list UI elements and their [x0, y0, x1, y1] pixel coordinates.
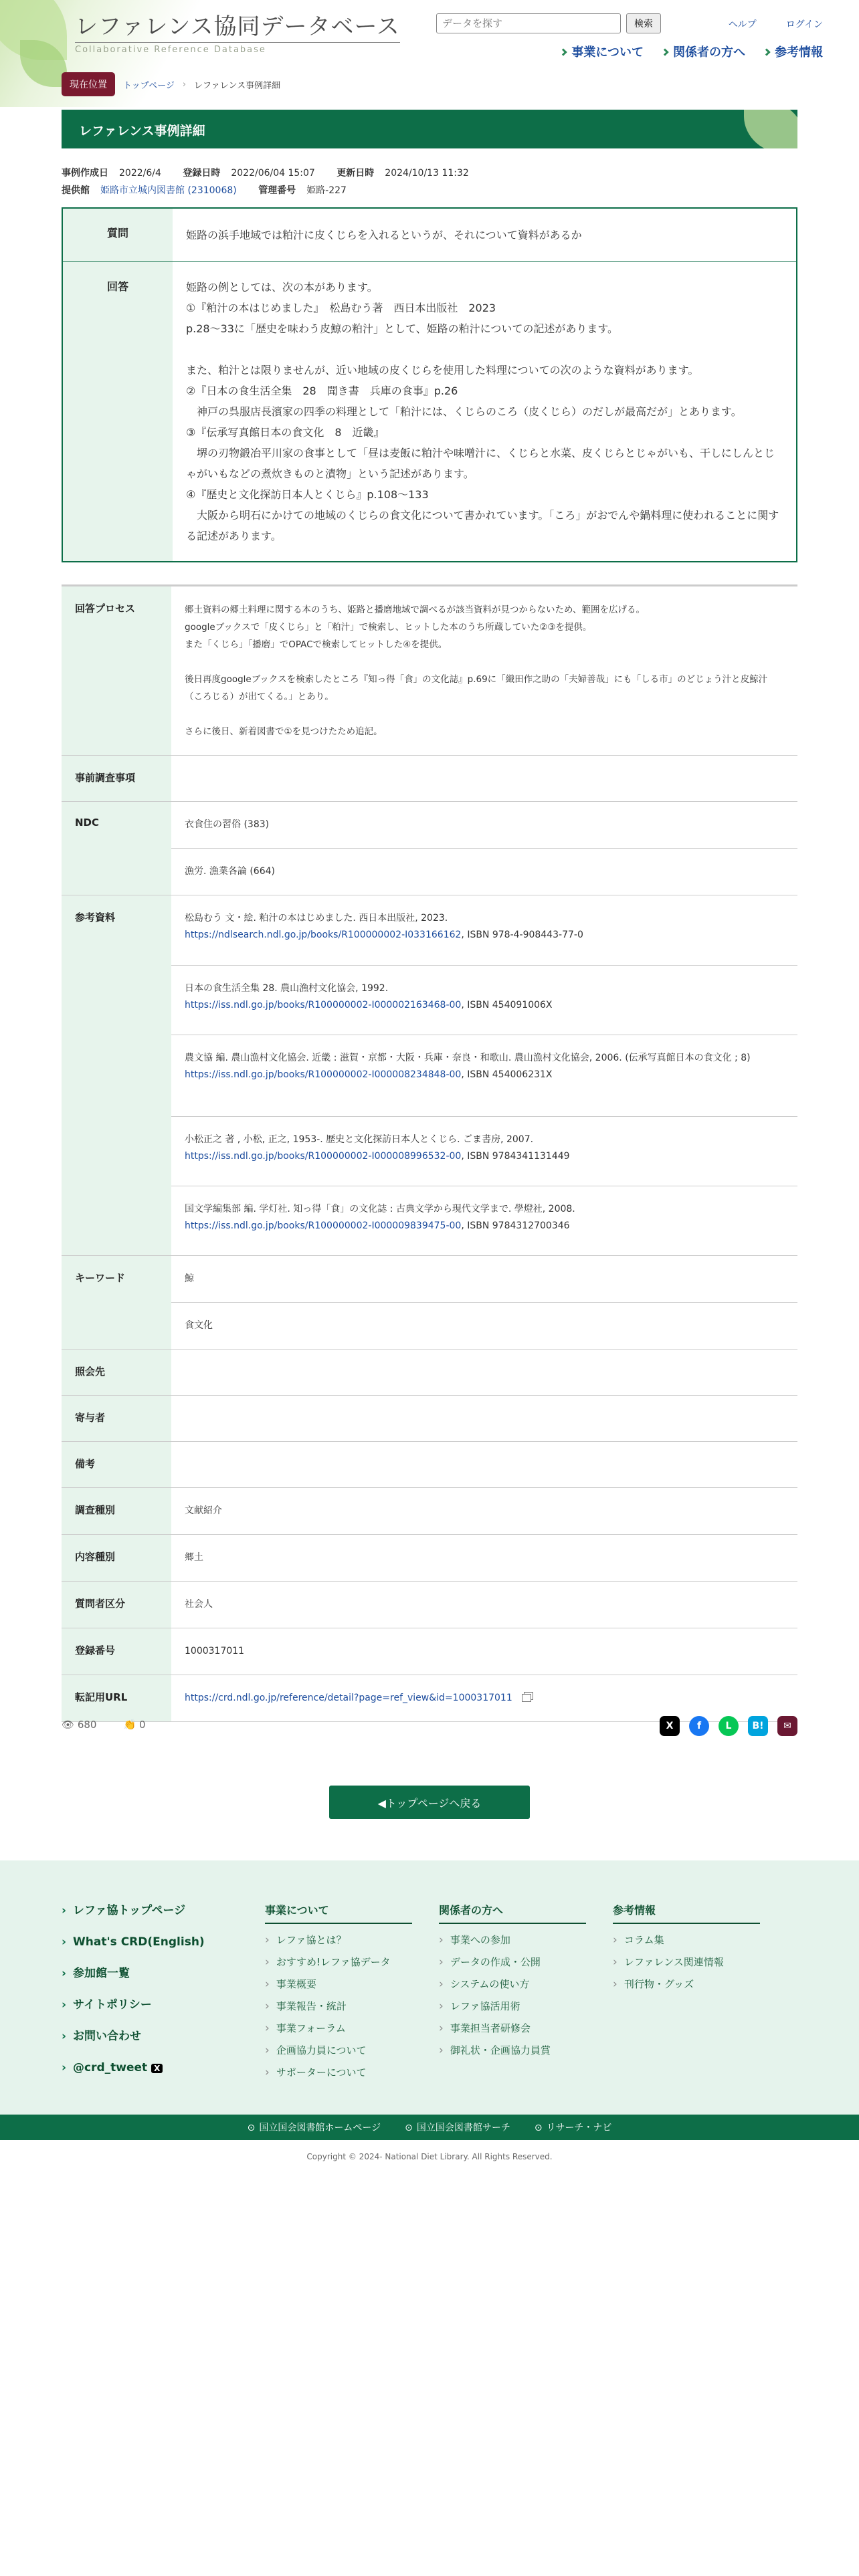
nav-label: 関係者の方へ — [673, 45, 745, 60]
answer-row — [63, 261, 796, 561]
updated-value: 2024/10/13 11:32 — [385, 168, 469, 179]
detail-value: 郷土資料の郷土料理に関する本のうち、姫路と播磨地域で調べるが該当資料が見つからないため、範囲を広げる。 googleブックスで「皮くじら」と「粕汁」で検索し、ヒットした本のうち所蔵していた②③を提供。 また「くじら」「播磨」でOPACで検索してヒットした④を提供。 後日再度googleブックスを検索したところ『知っ得「食」の文化誌』p.69に「織田作之助の「夫婦善哉」にも「しる市」のどじょう汁と皮鯨汁（ころじる）が出てくる。」とあり。 さらに後日、新着図書で①を見つけたため追記。 — [185, 605, 768, 737]
reference-item — [171, 1186, 797, 1255]
detail-row — [62, 1442, 797, 1488]
provider-label: 提供館 — [62, 185, 90, 196]
footer-link-twitter[interactable] — [62, 2052, 205, 2084]
reference-isbn: , ISBN 9784312700346 — [461, 1220, 570, 1231]
mail-share-icon[interactable]: ✉ — [777, 1716, 797, 1736]
x-share-icon[interactable]: X — [660, 1716, 680, 1736]
nav-members[interactable] — [662, 43, 745, 60]
breadcrumb-current: レファレンス事例詳細 — [194, 80, 281, 91]
detail-label: 備考 — [62, 1442, 171, 1487]
stats — [62, 1719, 145, 1731]
footer-link[interactable]: › サイトポリシー — [62, 1990, 205, 2021]
case-meta — [62, 165, 488, 199]
footer-link-label: @crd_tweet — [73, 2061, 148, 2074]
detail-value: 衣食住の習俗 (383) — [185, 819, 270, 830]
site-footer — [0, 1860, 859, 2115]
detail-label: キーワード — [62, 1256, 171, 1349]
ndl-home-link[interactable]: ⊙ 国立国会図書館ホームページ — [248, 2121, 381, 2134]
copyright: Copyright © 2024- National Diet Library. All Rights Reserved. — [306, 2152, 553, 2161]
likes-count[interactable] — [123, 1719, 145, 1731]
footer-col-title: 参考情報 — [613, 1902, 760, 1924]
reference-link[interactable]: https://iss.ndl.go.jp/books/R100000002-I000009839475-00 — [185, 1220, 462, 1231]
detail-label: 事前調査事項 — [62, 756, 171, 801]
detail-row — [62, 1582, 797, 1628]
likes-value: 0 — [138, 1719, 146, 1731]
reference-link[interactable]: https://iss.ndl.go.jp/books/R100000002-I000008234848-00 — [185, 1069, 462, 1080]
reference-text: 国文学編集部 編. 学灯社. 知っ得「食」の文化誌 : 古典文学から現代文学まで. 學燈社, 2008. — [185, 1204, 575, 1214]
footer-col-link[interactable]: › システムの使い方 — [439, 1973, 586, 1996]
footer-col-link[interactable]: › 事業フォーラム — [265, 2018, 412, 2040]
question-text: 姫路の浜手地域では粕汁に皮くじらを入れるというが、それについて資料があるか — [186, 229, 582, 241]
detail-value — [171, 1396, 797, 1441]
chevron-right-icon — [763, 48, 770, 56]
footer-link[interactable]: › レファ協トップページ — [62, 1895, 205, 1927]
detail-value — [171, 1675, 797, 1721]
reference-text: 松島むう 文・絵. 粕汁の本はじめました. 西日本出版社, 2023. — [185, 913, 448, 924]
views-value: 680 — [77, 1719, 97, 1731]
reference-item — [171, 1035, 797, 1116]
detail-row-url — [62, 1675, 797, 1722]
footer-col-title: 事業について — [265, 1902, 412, 1924]
like-icon: 👏 — [123, 1719, 136, 1731]
top-links — [729, 17, 823, 31]
footer-link[interactable]: › お問い合わせ — [62, 2021, 205, 2052]
created-label: 事例作成日 — [62, 168, 108, 179]
login-link[interactable]: ログイン — [785, 19, 823, 30]
footer-col-link[interactable]: › 御礼状・企画協力員賞 — [439, 2040, 586, 2062]
reference-link[interactable]: https://iss.ndl.go.jp/books/R100000002-I000002163468-00 — [185, 1000, 462, 1010]
breadcrumb-top[interactable]: トップページ — [123, 80, 175, 91]
reference-isbn: , ISBN 978-4-908443-77-0 — [461, 930, 583, 940]
detail-value: 漁労. 漁業各論 (664) — [171, 848, 797, 895]
detail-value: 社会人 — [185, 1599, 213, 1610]
detail-label: 参考資料 — [62, 895, 171, 1255]
reference-link[interactable]: https://iss.ndl.go.jp/books/R100000002-I000008996532-00 — [185, 1151, 462, 1162]
footer-link[interactable]: › What's CRD(English) — [62, 1927, 205, 1958]
eye-icon: 👁 — [62, 1719, 75, 1731]
detail-row — [62, 756, 797, 802]
answer-text: 姫路の例としては、次の本があります。 ①『粕汁の本はじめました』 松島むう著 西日本出版社 2023 p.28～33に「歴史を味わう皮鯨の粕汁」として、姫路の粕汁についての記述があります。 また、粕汁とは限りませんが、近い地域の皮くじらを使用した料理についての次のような資料があります。 ②『日本の食生活全集 28 聞き書 兵庫の食事』p.26 神戸の呉服店長濱家の四季の料理として「粕汁には、くじらのころ（皮くじら）のだしが最高だが」とあります。 ③『伝承写真館日本の食文化 8 近畿』 堺の刃物鍛冶平川家の食事として「昼は麦飯に粕汁や味噌汁に、くじらと水菜、皮くじらとじゃがいも、干しにしんとじゃがいもなどの煮炊きものと漬物」という記述があります。 ④『歴史と文化探訪日本人とくじら』p.108～133 大阪から明石にかけての地域のくじらの食文化について書かれています。「ころ」がおでんや鍋料理に使われることに関する記述があります。 — [186, 281, 779, 542]
detail-value — [171, 756, 797, 801]
breadcrumb — [62, 72, 280, 96]
footer-col-link[interactable]: › データの作成・公開 — [439, 1951, 586, 1973]
footer-col-about — [265, 1902, 412, 2084]
nav-label: 事業について — [571, 45, 644, 60]
footer-bar — [0, 2115, 859, 2140]
detail-row — [62, 586, 797, 756]
x-icon: X — [151, 2064, 163, 2073]
chevron-right-icon — [661, 48, 668, 56]
detail-row — [62, 802, 797, 895]
registered-label: 登録日時 — [183, 168, 221, 179]
reference-item — [171, 1116, 797, 1186]
hatena-share-icon[interactable]: B! — [748, 1716, 768, 1736]
footer-col-link[interactable]: › 刊行物・グッズ — [613, 1973, 760, 1996]
footer-main-links — [62, 1895, 205, 2084]
registered-value: 2022/06/04 15:07 — [231, 168, 315, 179]
views-count — [62, 1719, 96, 1731]
nav-label: 参考情報 — [775, 45, 823, 60]
question-label: 質問 — [63, 209, 173, 261]
copy-icon[interactable] — [522, 1694, 531, 1702]
facebook-share-icon[interactable]: f — [689, 1716, 709, 1736]
share-buttons — [660, 1716, 797, 1736]
nav-info[interactable] — [764, 43, 823, 60]
mgmt-label: 管理番号 — [258, 185, 296, 196]
details-table — [62, 584, 797, 1722]
detail-value: 文献紹介 — [185, 1505, 222, 1516]
footer-col-link[interactable]: › 事業報告・統計 — [265, 1996, 412, 2018]
detail-label: 質問者区分 — [62, 1582, 171, 1628]
footer-col-title: 関係者の方へ — [439, 1902, 586, 1924]
detail-row — [62, 1396, 797, 1442]
reference-isbn: , ISBN 9784341131449 — [461, 1151, 570, 1162]
detail-label: 転記用URL — [62, 1675, 171, 1721]
detail-label: 登録番号 — [62, 1628, 171, 1675]
question-row — [63, 209, 796, 261]
detail-label: 内容種別 — [62, 1535, 171, 1581]
reference-link[interactable]: https://ndlsearch.ndl.go.jp/books/R100000002-I033166162 — [185, 930, 462, 940]
detail-value: 食文化 — [171, 1302, 797, 1349]
detail-value — [171, 1442, 797, 1487]
footer-col-link[interactable]: › レファレンス関連情報 — [613, 1951, 760, 1973]
nav-about[interactable] — [561, 43, 644, 60]
footer-col-link[interactable]: › 事業担当者研修会 — [439, 2018, 586, 2040]
leaf-decoration — [744, 110, 797, 148]
chevron-right-icon — [560, 48, 567, 56]
detail-label: 調査種別 — [62, 1488, 171, 1534]
detail-label: 回答プロセス — [62, 586, 171, 755]
footer-col-link[interactable]: › おすすめ!レファ協データ — [265, 1951, 412, 1973]
reference-isbn: , ISBN 454006231X — [461, 1069, 553, 1080]
detail-row-references — [62, 895, 797, 1256]
detail-row — [62, 1535, 797, 1582]
created-value: 2022/6/4 — [119, 168, 161, 179]
logo-en: Collaborative Reference Database — [75, 42, 400, 55]
detail-row — [62, 1488, 797, 1535]
detail-label: NDC — [62, 802, 171, 895]
reference-text: 小松正之 著 , 小松, 正之, 1953-. 歴史と文化探訪日本人とくじら. ごま書房, 2007. — [185, 1134, 534, 1145]
search-bar — [436, 13, 661, 33]
detail-label: 照会先 — [62, 1350, 171, 1395]
search-button[interactable]: 検索 — [626, 13, 661, 33]
research-navi-link[interactable]: ⊙ リサーチ・ナビ — [535, 2121, 611, 2134]
provider-link[interactable]: 姫路市立城内図書館 (2310068) — [100, 185, 237, 196]
reference-text: 農文協 編. 農山漁村文化協会. 近畿 : 滋賀・京都・大阪・兵庫・奈良・和歌山. 農山漁村文化協会, 2006. (伝承写真館日本の食文化 ; 8) — [185, 1053, 751, 1063]
permalink[interactable]: https://crd.ndl.go.jp/reference/detail?page=ref_view&id=1000317011 — [185, 1693, 512, 1703]
detail-row — [62, 1628, 797, 1675]
line-share-icon[interactable]: L — [719, 1716, 739, 1736]
main-nav — [561, 43, 823, 60]
footer-link[interactable]: › 参加館一覧 — [62, 1958, 205, 1990]
detail-value: 郷土 — [185, 1552, 203, 1563]
page-title-text: レファレンス事例詳細 — [79, 124, 205, 138]
footer-col-link[interactable]: › レファ協活用術 — [439, 1996, 586, 2018]
detail-value — [171, 1350, 797, 1395]
footer-col-link[interactable]: › サポーターについて — [265, 2062, 412, 2084]
back-to-top-button[interactable]: ◀トップページへ戻る — [329, 1786, 530, 1819]
updated-label: 更新日時 — [337, 168, 375, 179]
qa-box — [62, 207, 797, 562]
breadcrumb-sep-icon: › — [182, 79, 187, 90]
detail-label: 寄与者 — [62, 1396, 171, 1441]
site-logo[interactable] — [75, 8, 400, 55]
search-input[interactable] — [436, 13, 621, 33]
footer-col-link[interactable]: › 企画協力員について — [265, 2040, 412, 2062]
footer-col-info — [613, 1902, 760, 1996]
answer-label: 回答 — [63, 262, 173, 561]
mgmt-value: 姫路-227 — [306, 185, 347, 196]
footer-col-link[interactable]: › 事業概要 — [265, 1973, 412, 1996]
reference-item — [171, 895, 797, 965]
footer-col-link[interactable]: › 事業への参加 — [439, 1929, 586, 1951]
breadcrumb-here: 現在位置 — [62, 72, 115, 96]
footer-col-members — [439, 1902, 586, 2062]
help-link[interactable]: ヘルプ — [728, 19, 757, 30]
ndl-search-link[interactable]: ⊙ 国立国会図書館サーチ — [405, 2121, 510, 2134]
detail-value: 1000317011 — [185, 1646, 245, 1656]
footer-col-link[interactable]: › コラム集 — [613, 1929, 760, 1951]
site-header — [0, 0, 859, 107]
page-title — [62, 110, 797, 148]
logo-ja: レファレンス協同データベース — [75, 13, 400, 40]
detail-value: 鯨 — [185, 1273, 194, 1284]
footer-col-link[interactable]: › レファ協とは？ — [265, 1929, 412, 1951]
reference-isbn: , ISBN 454091006X — [461, 1000, 553, 1010]
detail-row — [62, 1350, 797, 1396]
detail-row — [62, 1256, 797, 1350]
reference-text: 日本の食生活全集 28. 農山漁村文化協会, 1992. — [185, 983, 389, 994]
reference-item — [171, 965, 797, 1035]
